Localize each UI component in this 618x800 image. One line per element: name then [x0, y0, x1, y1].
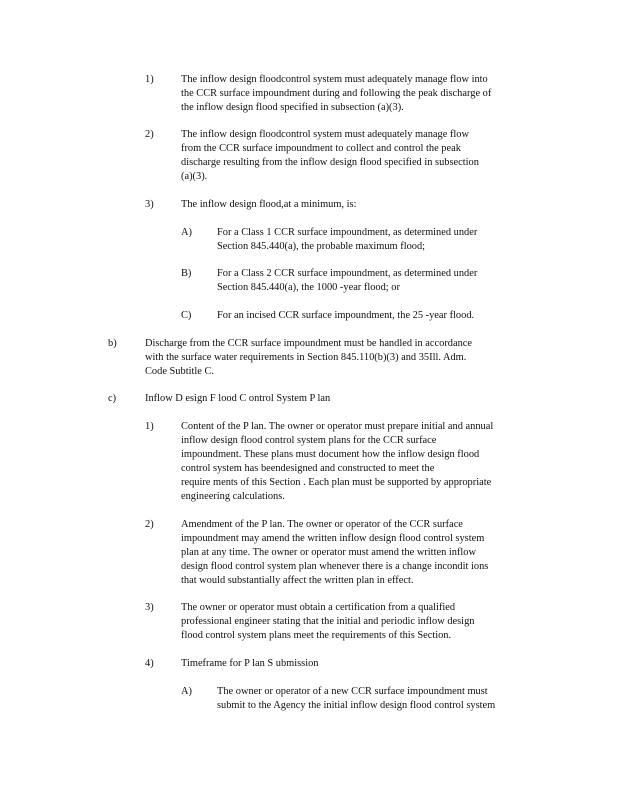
text-line: The inflow design floodcontrol system must adequately manage flow into — [181, 74, 488, 85]
text-line: The owner or operator of a new CCR surface impoundment must — [217, 686, 488, 697]
text-line: Timeframe for P lan S ubmission — [181, 658, 319, 669]
text-line: Code Subtitle C. — [145, 366, 214, 377]
text-line: For an incised CCR surface impoundment, the 25 -year flood. — [217, 310, 475, 321]
text-line: impoundment. These plans must document how the inflow design flood — [181, 449, 480, 460]
text-line: Section 845.440(a), the probable maximum flood; — [217, 241, 426, 252]
paragraph-text — [181, 198, 538, 212]
paragraph-label: c) — [108, 393, 117, 404]
text-line: with the surface water requirements in Section 845.110(b)(3) and 35Ill. Adm. — [145, 352, 467, 363]
text-line: discharge resulting from the inflow design flood specified in subsection — [181, 157, 479, 168]
text-line: that would substantially affect the written plan in effect. — [181, 575, 414, 586]
paragraph-label: 1) — [145, 421, 154, 432]
text-line: Inflow D esign F lood C ontrol System P lan — [145, 393, 331, 404]
paragraph-text — [181, 73, 538, 115]
text-line: Amendment of the P lan. The owner or operator of the CCR surface — [181, 519, 463, 530]
text-line: design flood control system plan whenever there is a change incondit ions — [181, 561, 489, 572]
text-line: For a Class 1 CCR surface impoundment, as determined under — [217, 227, 478, 238]
paragraph-text — [181, 128, 538, 184]
paragraph-label: 3) — [145, 199, 154, 210]
paragraph-text — [217, 685, 537, 713]
paragraph-label: A) — [181, 686, 192, 697]
text-line: the CCR surface impoundment during and following the peak discharge of — [181, 88, 492, 99]
paragraph-text — [145, 337, 517, 379]
text-line: The inflow design flood,at a minimum, is: — [181, 199, 357, 210]
subsection-heading — [181, 657, 538, 671]
text-line: Content of the P lan. The owner or operator must prepare initial and annual — [181, 421, 494, 432]
text-line: professional engineer stating that the initial and periodic inflow design — [181, 616, 475, 627]
paragraph-label: 1) — [145, 74, 154, 85]
text-line: For a Class 2 CCR surface impoundment, as determined under — [217, 268, 478, 279]
paragraph-label: A) — [181, 227, 192, 238]
paragraph-label: 2) — [145, 519, 154, 530]
paragraph-text — [217, 309, 537, 323]
paragraph-text — [181, 420, 538, 504]
paragraph-label: 3) — [145, 602, 154, 613]
text-line: control system has beendesigned and constructed to meet the — [181, 463, 435, 474]
text-line: The inflow design floodcontrol system must adequately manage flow — [181, 129, 469, 140]
paragraph-label: B) — [181, 268, 192, 279]
text-line: flood control system plans meet the requirements of this Section. — [181, 630, 452, 641]
paragraph-label: C) — [181, 310, 192, 321]
paragraph-text — [217, 226, 537, 254]
text-line: submit to the Agency the initial inflow design flood control system — [217, 700, 496, 711]
text-line: Section 845.440(a), the 1000 -year flood; or — [217, 282, 400, 293]
paragraph-label: b) — [108, 338, 117, 349]
paragraph-text — [217, 267, 537, 295]
text-line: impoundment may amend the written inflow design flood control system — [181, 533, 485, 544]
section-heading — [145, 392, 517, 406]
text-line: (a)(3). — [181, 171, 208, 182]
text-line: inflow design flood control system plans for the CCR surface — [181, 435, 437, 446]
text-line: Discharge from the CCR surface impoundment must be handled in accordance — [145, 338, 473, 349]
paragraph-text — [181, 601, 538, 643]
text-line: engineering calculations. — [181, 491, 285, 502]
paragraph-label: 2) — [145, 129, 154, 140]
text-line: plan at any time. The owner or operator must amend the written inflow — [181, 547, 476, 558]
text-line: the inflow design flood specified in subsection (a)(3). — [181, 102, 404, 113]
text-line: The owner or operator must obtain a certification from a qualified — [181, 602, 456, 613]
paragraph-label: 4) — [145, 658, 154, 669]
text-line: require ments of this Section . Each plan must be supported by appropriate — [181, 477, 492, 488]
text-line: from the CCR surface impoundment to collect and control the peak — [181, 143, 461, 154]
paragraph-text — [181, 518, 538, 588]
